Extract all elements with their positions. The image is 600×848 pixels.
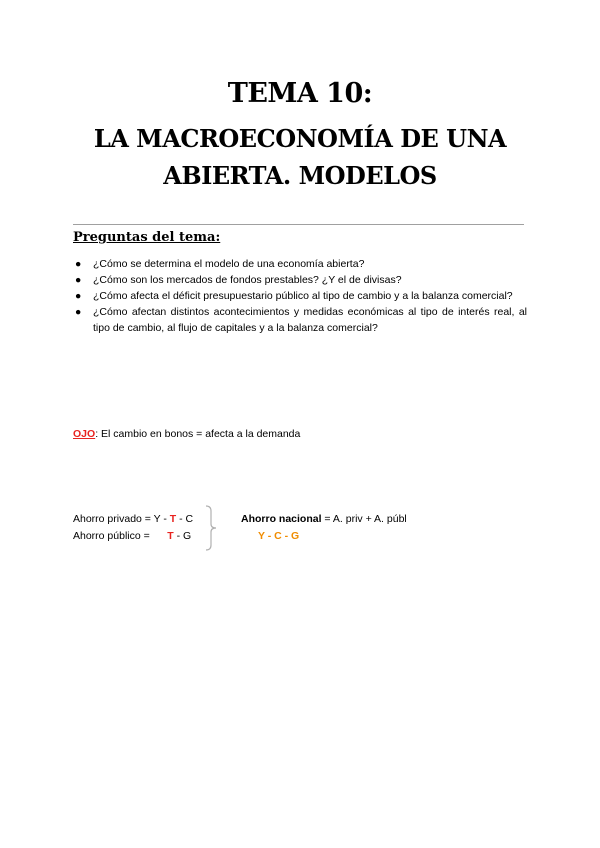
national-saving-result: Y - C - G [258,530,300,542]
bullet-icon: ● [75,306,82,318]
ojo-note [73,428,300,440]
questions-heading: Preguntas del tema: [73,230,221,245]
horizontal-rule [73,224,524,225]
bullet-icon: ● [75,274,82,286]
ojo-label: OJO [73,428,96,440]
public-saving-equation: Ahorro público = T - G [73,530,192,542]
ojo-text: : El cambio en bonos = afecta a la demanda [95,428,301,440]
title-line-3: ABIERTA. MODELOS [163,161,437,190]
title-line-2: LA MACROECONOMÍA DE UNA [93,124,507,153]
title-line-1: TEMA 10: [227,78,373,109]
national-saving-equation: Ahorro nacional = A. priv + A. públ [241,513,407,525]
list-item: ● ¿Cómo son los mercados de fondos prestables? ¿Y el de divisas? [75,274,402,286]
private-saving-equation: Ahorro privado = Y - T - C [73,513,194,525]
list-item: ● ¿Cómo se determina el modelo de una economía abierta? [75,258,365,270]
questions-list [73,256,527,336]
bullet-icon: ● [75,290,82,302]
bullet-icon: ● [75,258,82,270]
right-brace-icon [204,505,218,551]
list-item: ● ¿Cómo afectan distintos acontecimientos y medidas económicas al tipo de interés real, al tipo de cambio, al flujo de capitales y a la balanza comercial? [75,306,527,334]
list-item: ● ¿Cómo afecta el déficit presupuestario público al tipo de cambio y a la balanza comercial? [75,290,513,302]
